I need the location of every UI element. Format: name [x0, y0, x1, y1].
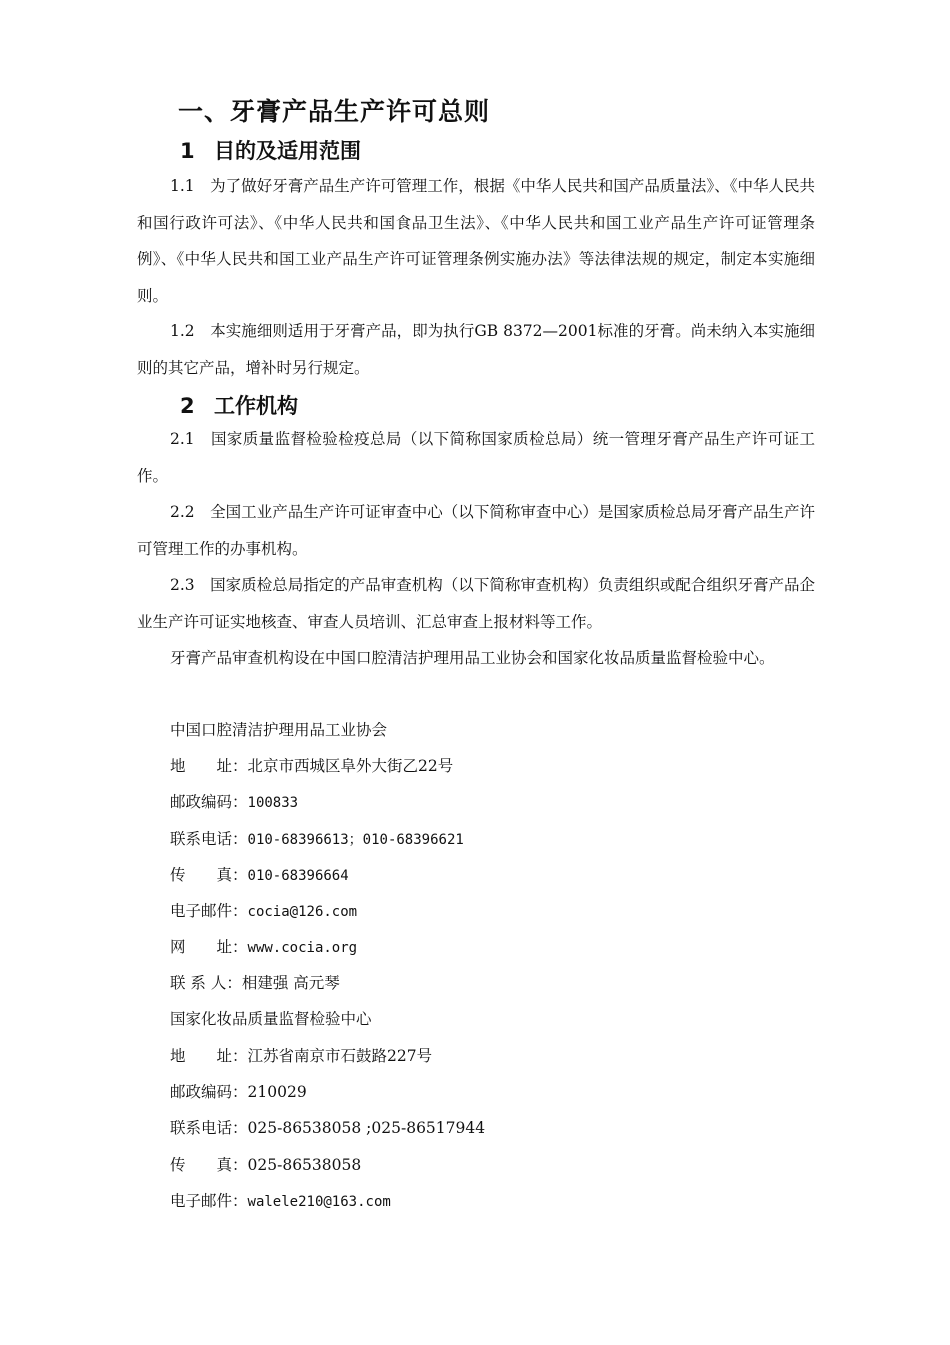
- org2-email[interactable]: walele210@163.com: [247, 1194, 391, 1210]
- org1-email-label: 电子邮件：: [170, 902, 248, 920]
- org2-email-label: 电子邮件：: [170, 1192, 248, 1210]
- org2-address-label: 地 址：: [170, 1047, 248, 1065]
- org1-postcode-row: [170, 791, 298, 814]
- org2-postcode: 210029: [247, 1083, 307, 1101]
- org2-name: 国家化妆品质量监督检验中心: [170, 1010, 372, 1028]
- org2-phone-row: [170, 1117, 485, 1139]
- org1-postcode-label: 邮政编码：: [170, 793, 248, 811]
- org1-contact-row: [170, 972, 340, 994]
- org1-fax-label: 传 真：: [170, 866, 248, 884]
- section-2-title: 工作机构: [214, 394, 298, 418]
- org2-postcode-label: 邮政编码：: [170, 1083, 248, 1101]
- section-1-number: 1: [180, 139, 195, 163]
- org1-phone: 010-68396613；010-68396621: [247, 832, 464, 848]
- org2-postcode-row: [170, 1081, 307, 1103]
- org1-postcode: 100833: [247, 795, 299, 811]
- section-2-heading: [180, 390, 298, 420]
- org2-phone-label: 联系电话：: [170, 1119, 248, 1137]
- org1-website[interactable]: www.cocia.org: [247, 940, 358, 956]
- paragraph-1-2: 1.2 本实施细则适用于牙膏产品，即为执行GB 8372—2001标准的牙膏。尚未纳入本实施细则的其它产品，增补时另行规定。: [137, 322, 815, 377]
- paragraph-2-4: 牙膏产品审查机构设在中国口腔清洁护理用品工业协会和国家化妆品质量监督检验中心。: [170, 649, 775, 667]
- paragraph-2-1: 2.1 国家质量监督检验检疫总局（以下简称国家质检总局）统一管理牙膏产品生产许可证工作。: [137, 430, 815, 485]
- org2-address-row: [170, 1045, 432, 1067]
- org1-phone-label: 联系电话：: [170, 830, 248, 848]
- org1-phone-row: [170, 828, 464, 851]
- org1-fax-row: [170, 864, 349, 887]
- org1-contact: 相建强 高元琴: [241, 974, 340, 992]
- org1-email-row: [170, 900, 357, 923]
- org1-web-row: [170, 936, 357, 959]
- org1-address-label: 地 址：: [170, 757, 248, 775]
- section-2-number: 2: [180, 394, 195, 418]
- org2-phone: 025-86538058 ;025-86517944: [247, 1119, 486, 1137]
- paragraph-2-3: 2.3 国家质检总局指定的产品审查机构（以下简称审查机构）负责组织或配合组织牙膏产品企业生产许可证实地核查、审查人员培训、汇总审查上报材料等工作。: [137, 576, 815, 631]
- org2-fax-row: [170, 1154, 361, 1176]
- org1-address: 北京市西城区阜外大街乙22号: [247, 757, 454, 775]
- org1-fax: 010-68396664: [247, 868, 349, 884]
- section-1-heading: [180, 135, 361, 165]
- paragraph-1-1: 1.1 为了做好牙膏产品生产许可管理工作，根据《中华人民共和国产品质量法》、《中华人民共和国行政许可法》、《中华人民共和国食品卫生法》、《中华人民共和国工业产品生产许可证管理条例》、《中华人民共和国工业产品生产许可证管理条例实施办法》等法律法规的规定，制定本实施细则。: [137, 177, 815, 305]
- page-title: 一、牙膏产品生产许可总则: [178, 97, 491, 126]
- org2-address: 江苏省南京市石鼓路227号: [247, 1047, 433, 1065]
- org1-web-label: 网 址：: [170, 938, 248, 956]
- org1-address-row: [170, 755, 453, 777]
- org1-name: 中国口腔清洁护理用品工业协会: [170, 721, 388, 739]
- org2-fax: 025-86538058: [247, 1156, 362, 1174]
- org2-email-row: [170, 1190, 391, 1213]
- org1-contact-label: 联 系 人：: [170, 974, 242, 992]
- paragraph-2-2: 2.2 全国工业产品生产许可证审查中心（以下简称审查中心）是国家质检总局牙膏产品生产许可管理工作的办事机构。: [137, 503, 815, 558]
- section-1-title: 目的及适用范围: [214, 139, 361, 163]
- org2-fax-label: 传 真：: [170, 1156, 248, 1174]
- org1-email[interactable]: cocia@126.com: [247, 904, 358, 920]
